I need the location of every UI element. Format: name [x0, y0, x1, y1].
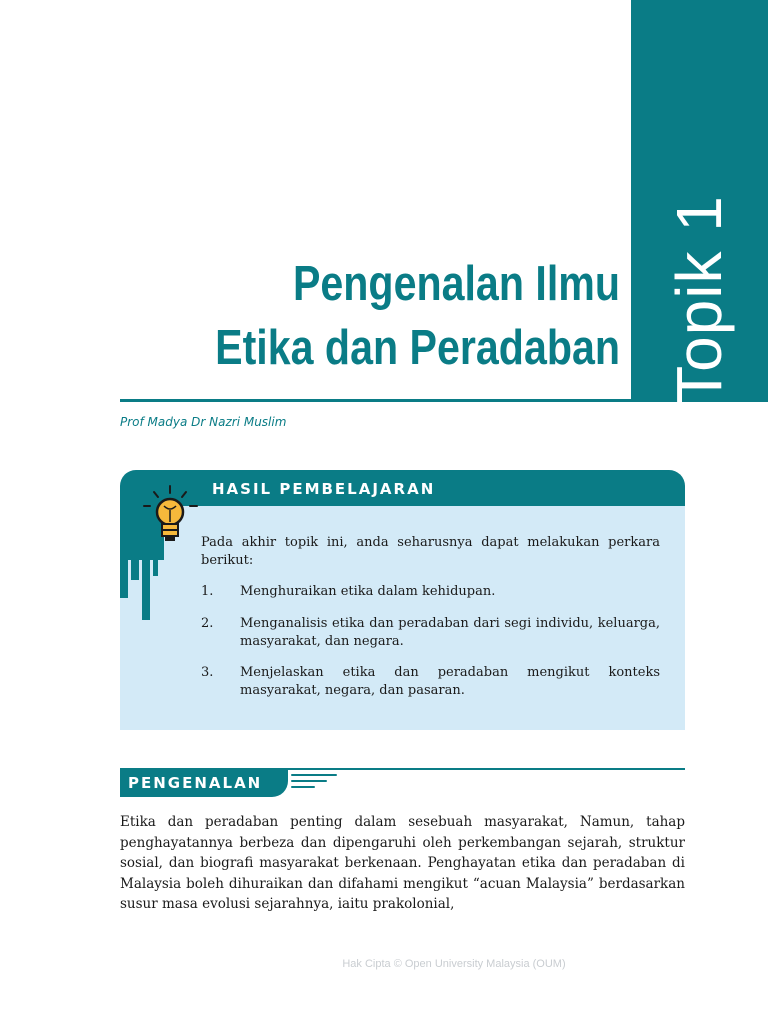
learning-outcomes-intro: Pada akhir topik ini, anda seharusnya dapat melakukan perkara berikut:: [201, 535, 660, 568]
speed-lines-icon: [290, 772, 340, 792]
outcome-text: Menghuraikan etika dalam kehidupan.: [240, 584, 496, 599]
outcome-text: Menjelaskan etika dan peradaban mengikut konteks masyarakat, negara, dan pasaran.: [240, 665, 660, 698]
outcome-number: 1.: [201, 584, 214, 599]
outcome-text: Menganalisis etika dan peradaban dari segi individu, keluarga, masyarakat, dan negara.: [240, 616, 660, 649]
outcome-number: 3.: [201, 665, 214, 680]
title-divider: [120, 399, 631, 402]
learning-outcomes-title: HASIL PEMBELAJARAN: [212, 480, 436, 498]
introduction-title: PENGENALAN: [128, 774, 263, 792]
page-title: [215, 252, 620, 380]
introduction-header: [120, 768, 685, 798]
topic-label: Topik 1: [663, 195, 735, 405]
outcome-number: 2.: [201, 616, 214, 631]
title-line-2: Etika dan Peradaban: [215, 321, 620, 375]
introduction-label-bg: [120, 768, 288, 797]
introduction-paragraph: Etika dan peradaban penting dalam sesebuah masyarakat, Namun, tahap penghayatannya berbeza dan dipengaruhi oleh perkembangan sejarah, struktur sosial, dan biografi masyarakat berkenaan. Penghayatan etika dan peradaban di Malaysia boleh dihuraikan dan difahami mengikut “acuan Malaysia” berdasarkan susur masa evolusi sejarahnya, iaitu prakolonial,: [120, 814, 685, 912]
lightbulb-icon: [142, 484, 206, 556]
author: Prof Madya Dr Nazri Muslim: [120, 415, 287, 429]
title-line-1: Pengenalan Ilmu: [292, 257, 620, 311]
learning-outcomes-box: [120, 470, 685, 730]
topic-tab: [631, 0, 768, 405]
copyright-footer: Hak Cipta © Open University Malaysia (OUM): [342, 958, 566, 970]
